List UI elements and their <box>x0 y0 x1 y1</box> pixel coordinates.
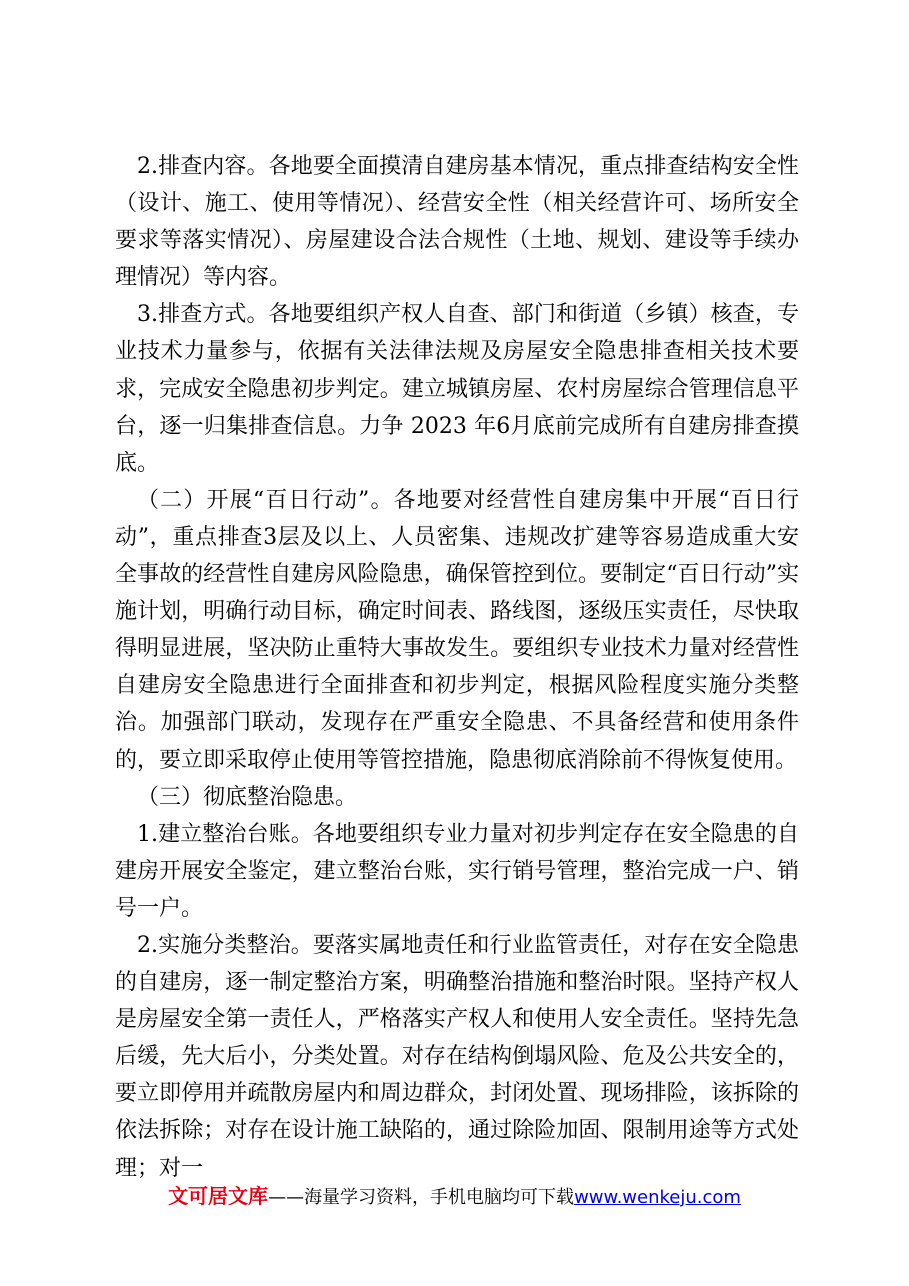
paragraph-inspection-method: 3.排查方式。各地要组织产权人自查、部门和街道（乡镇）核查，专业技术力量参与，依据有关法律法规及房屋安全隐患排查相关技术要求，完成安全隐患初步判定。建立城镇房屋、农村房屋综合管理信息平台，逐一归集排查信息。力争 2023 年6月底前完成所有自建房排查摸底。 <box>115 302 799 476</box>
paragraph-classified-rectification: 2.实施分类整治。要落实属地责任和行业监管责任，对存在安全隐患的自建房，逐一制定整治方案，明确整治措施和整治时限。坚持产权人是房屋安全第一责任人，严格落实产权人和使用人安全责任。坚持先急后缓，先大后小，分类处置。对存在结构倒塌风险、危及公共安全的，要立即停用并疏散房屋内和周边群众，封闭处置、现场排险，该拆除的依法拆除；对存在设计施工缺陷的，通过除险加固、限制用途等方式处理；对一 <box>115 932 799 1181</box>
footer-banner <box>0 1182 909 1212</box>
document-body <box>115 148 799 1187</box>
footer-brand: 文可居文库 <box>168 1184 269 1208</box>
footer-website-link[interactable]: www.wenkeju.com <box>574 1187 741 1208</box>
paragraph-hundred-day-action: （二）开展“百日行动”。各地要对经营性自建房集中开展“百日行动”，重点排查3层及以上、人员密集、违规改扩建等容易造成重大安全事故的经营性自建房风险隐患，确保管控到位。要制定“百日行动”实施计划，明确行动目标，确定时间表、路线图，逐级压实责任，尽快取得明显进展，坚决防止重特大事故发生。要组织专业技术力量对经营性自建房安全隐患进行全面排查和初步判定，根据风险程度实施分类整治。加强部门联动，发现存在严重安全隐患、不具备经营和使用条件的，要立即采取停止使用等管控措施，隐患彻底消除前不得恢复使用。 <box>115 487 799 773</box>
footer-tagline: ——海量学习资料，手机电脑均可下载 <box>268 1187 575 1208</box>
section-heading-rectify-hazards: （三）彻底整治隐患。 <box>137 784 358 810</box>
paragraph-inspection-content: 2.排查内容。各地要全面摸清自建房基本情况，重点排查结构安全性（设计、施工、使用等情况）、经营安全性（相关经营许可、场所安全要求等落实情况）、房屋建设合法合规性（土地、规划、建设等手续办理情况）等内容。 <box>115 154 799 291</box>
paragraph-rectification-ledger: 1.建立整治台账。各地要组织专业力量对初步判定存在安全隐患的自建房开展安全鉴定，建立整治台账，实行销号管理，整治完成一户、销号一户。 <box>115 821 799 921</box>
